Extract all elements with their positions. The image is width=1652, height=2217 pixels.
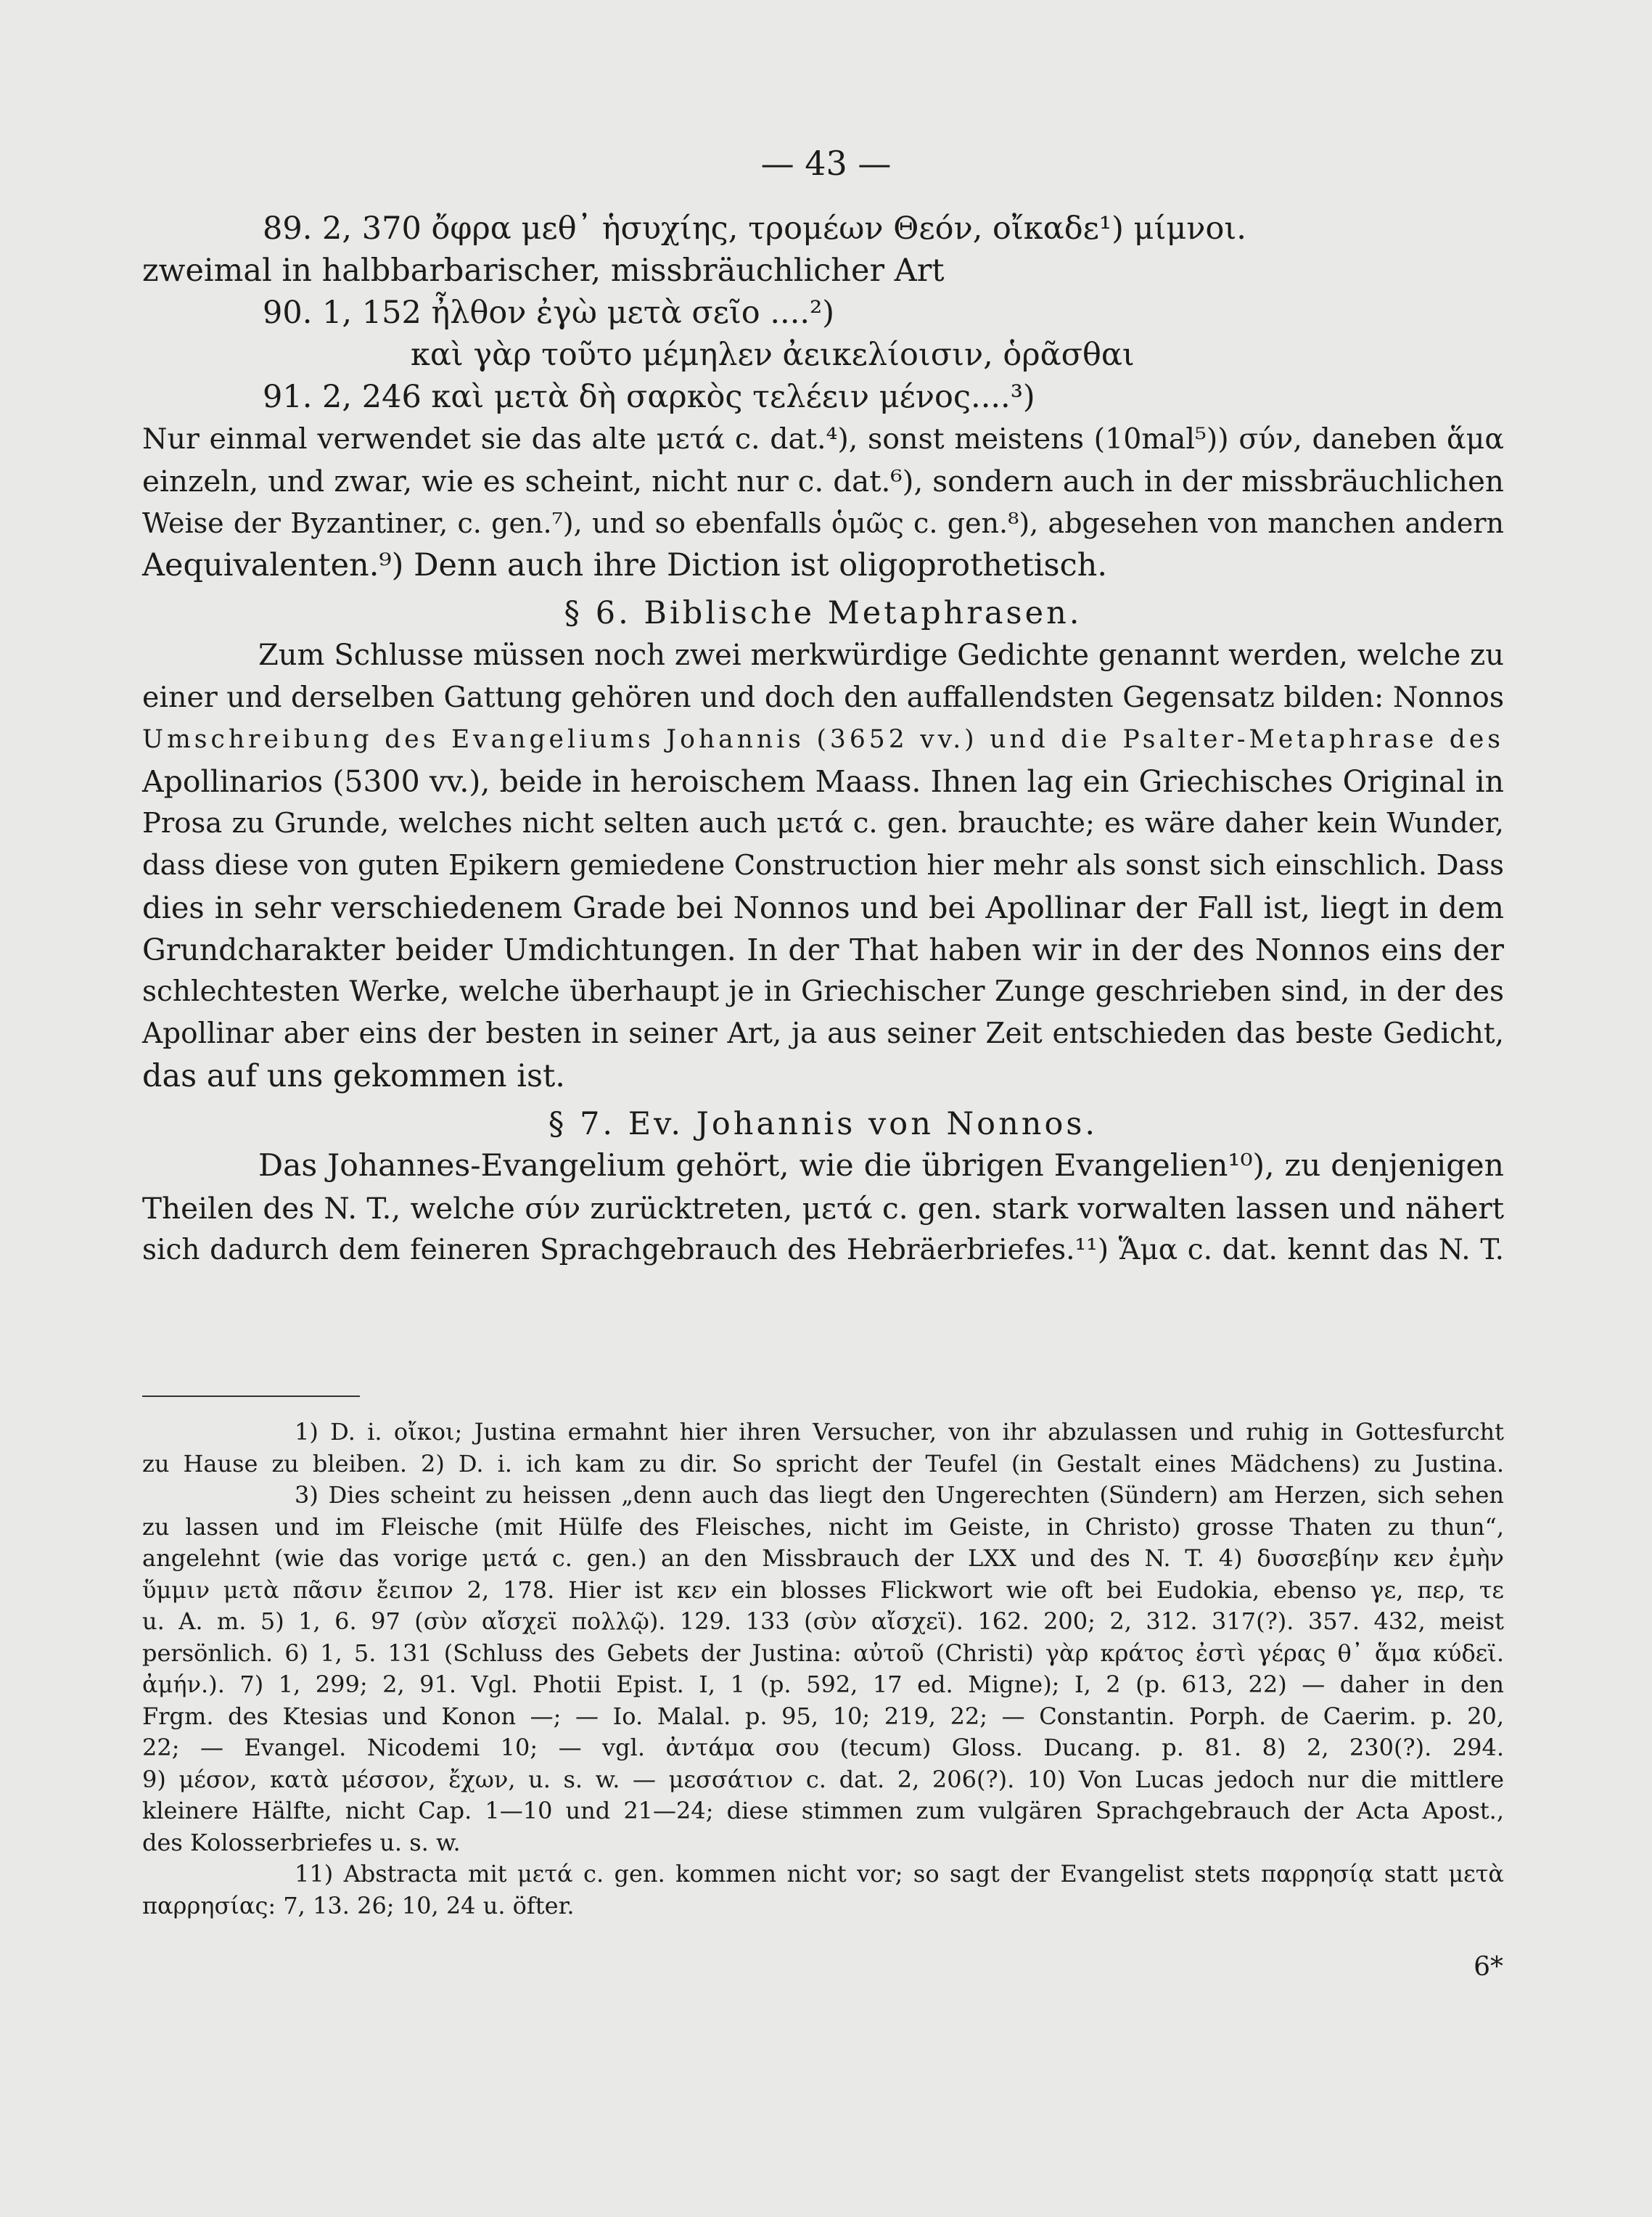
text-line: Apollinarios (5300 vv.), beide in heroischem Maass. Ihnen lag ein Griechisches Original in: [142, 764, 1504, 799]
footnote-line: Frgm. des Ktesias und Konon —; — Io. Malal. p. 95, 10; 219, 22; — Constantin. Porph. de Caerim. p. 20,: [142, 1702, 1504, 1730]
text-line: Prosa zu Grunde, welches nicht selten auch μετά c. gen. brauchte; es wäre daher kein Wunder,: [142, 807, 1504, 840]
footnote-separator: [142, 1396, 360, 1397]
text-line: Umschreibung des Evangeliums Johannis (3652 vv.) und die Psalter-Metaphrase des: [142, 725, 1504, 754]
section-heading-6: § 6. Biblische Metaphrasen.: [564, 595, 1082, 631]
footnote-line: kleinere Hälfte, nicht Cap. 1—10 und 21—24; diese stimmen zum vulgären Sprachgebrauch der Acta Apost.,: [142, 1797, 1504, 1824]
page-number: — 43 —: [760, 144, 892, 183]
text-line: zweimal in halbbarbarischer, missbräuchlicher Art: [142, 253, 945, 289]
text-line: das auf uns gekommen ist.: [142, 1058, 565, 1094]
footnote-line: 9) μέσον, κατὰ μέσσον, ἔχων, u. s. w. — μεσσάτιον c. dat. 2, 206(?). 10) Von Lucas jedoch nur die mittlere: [142, 1765, 1504, 1793]
text-line: Das Johannes-Evangelium gehört, wie die übrigen Evangelien¹⁰), zu denjenigen: [258, 1148, 1504, 1184]
text-line: dass diese von guten Epikern gemiedene Construction hier mehr als sonst sich einschlich. Dass: [142, 849, 1504, 882]
section-heading-7: § 7. Ev. Johannis von Nonnos.: [548, 1106, 1098, 1142]
text-line: einer und derselben Gattung gehören und doch den auffallendsten Gegensatz bilden: Nonnos: [142, 681, 1505, 714]
verse-91: 91. 2, 246 καὶ μετὰ δὴ σαρκὸς τελέειν μένος....³): [263, 379, 1035, 415]
text-line: einzeln, und zwar, wie es scheint, nicht nur c. dat.⁶), sondern auch in der missbräuchlichen: [142, 464, 1504, 499]
main-text: [142, 208, 1504, 1271]
footnote-line: angelehnt (wie das vorige μετά c. gen.) an den Missbrauch der LXX und des N. T. 4) δυσσεβίην κεν ἐμὴν: [142, 1544, 1504, 1572]
signature-mark: 6*: [1474, 1952, 1503, 1982]
footnote-line: 3) Dies scheint zu heissen „denn auch das liegt den Ungerechten (Sündern) am Herzen, sich sehen: [295, 1481, 1504, 1509]
footnote-line: 1) D. i. οἴκοι; Justina ermahnt hier ihren Versucher, von ihr abzulassen und ruhig in Gottesfurcht: [295, 1418, 1504, 1446]
footnotes: [142, 1417, 1504, 1922]
text-line: Apollinar aber eins der besten in seiner Art, ja aus seiner Zeit entschieden das beste Gedicht,: [142, 1017, 1504, 1050]
verse-continuation: καὶ γὰρ τοῦτο μέμηλεν ἀεικελίοισιν, ὁρᾶσθαι: [411, 337, 1135, 373]
footnote-line: ἀμήν.). 7) 1, 299; 2, 91. Vgl. Photii Epist. I, 1 (p. 592, 17 ed. Migne); I, 2 (p. 613, 22) — daher in den: [142, 1671, 1504, 1698]
footnote-line: 11) Abstracta mit μετά c. gen. kommen nicht vor; so sagt der Evangelist stets παρρησίᾳ statt μετὰ: [295, 1860, 1504, 1888]
footnote-line: des Kolosserbriefes u. s. w.: [142, 1828, 461, 1856]
text-line: schlechtesten Werke, welche überhaupt je in Griechischer Zunge geschrieben sind, in der des: [142, 975, 1504, 1008]
text-line: Nur einmal verwendet sie das alte μετά c. dat.⁴), sonst meistens (10mal⁵)) σύν, daneben ἅμα: [142, 422, 1504, 456]
text-line: dies in sehr verschiedenem Grade bei Nonnos und bei Apollinar der Fall ist, liegt in dem: [142, 890, 1504, 925]
text-line: Theilen des N. T., welche σύν zurücktreten, μετά c. gen. stark vorwalten lassen und nähert: [142, 1191, 1504, 1226]
text-line: Zum Schlusse müssen noch zwei merkwürdige Gedichte genannt werden, welche zu: [258, 639, 1504, 672]
text-line: sich dadurch dem feineren Sprachgebrauch des Hebräerbriefes.¹¹) Ἅμα c. dat. kennt das N. T.: [142, 1234, 1504, 1266]
text-line: Weise der Byzantiner, c. gen.⁷), und so ebenfalls ὁμῶς c. gen.⁸), abgesehen von manchen andern: [142, 507, 1504, 539]
footnote-line: u. A. m. 5) 1, 6. 97 (σὺν αἴσχεϊ πολλῷ). 129. 133 (σὺν αἴσχεϊ). 162. 200; 2, 312. 317(?). 357. 432, meist: [142, 1607, 1505, 1635]
footnote-line: 22; — Evangel. Nicodemi 10; — vgl. ἀντάμα σου (tecum) Gloss. Ducang. p. 81. 8) 2, 230(?). 294.: [142, 1734, 1505, 1761]
text-line: Aequivalenten.⁹) Denn auch ihre Diction ist oligoprothetisch.: [142, 547, 1108, 583]
text-line: Grundcharakter beider Umdichtungen. In der That haben wir in der des Nonnos eins der: [142, 933, 1504, 967]
footnote-line: παρρησίας: 7, 13. 26; 10, 24 u. öfter.: [142, 1891, 575, 1919]
footnote-line: ὕμμιν μετὰ πᾶσιν ἔειπον 2, 178. Hier ist κεν ein blosses Flickwort wie oft bei Eudokia, ebenso γε, περ, τε: [142, 1575, 1504, 1604]
footnote-line: zu lassen und im Fleische (mit Hülfe des Fleisches, nicht im Geiste, in Christo) grosse Thaten zu thun“,: [142, 1512, 1504, 1541]
footnote-line: zu Hause zu bleiben. 2) D. i. ich kam zu dir. So spricht der Teufel (in Gestalt eines Mädchens) zu Justina.: [142, 1449, 1504, 1478]
verse-89: 89. 2, 370 ὄφρα μεθ᾽ ἡσυχίης, τρομέων Θεόν, οἴκαδε¹) μίμνοι.: [263, 210, 1246, 247]
footnote-line: persönlich. 6) 1, 5. 131 (Schluss des Gebets der Justina: αὐτοῦ (Christi) γὰρ κράτος ἐστὶ γέρας θ᾽ ἅμα κύδεϊ.: [142, 1639, 1504, 1667]
verse-90: 90. 1, 152 ἦλθον ἐγὼ μετὰ σεῖο ....²): [263, 295, 835, 331]
